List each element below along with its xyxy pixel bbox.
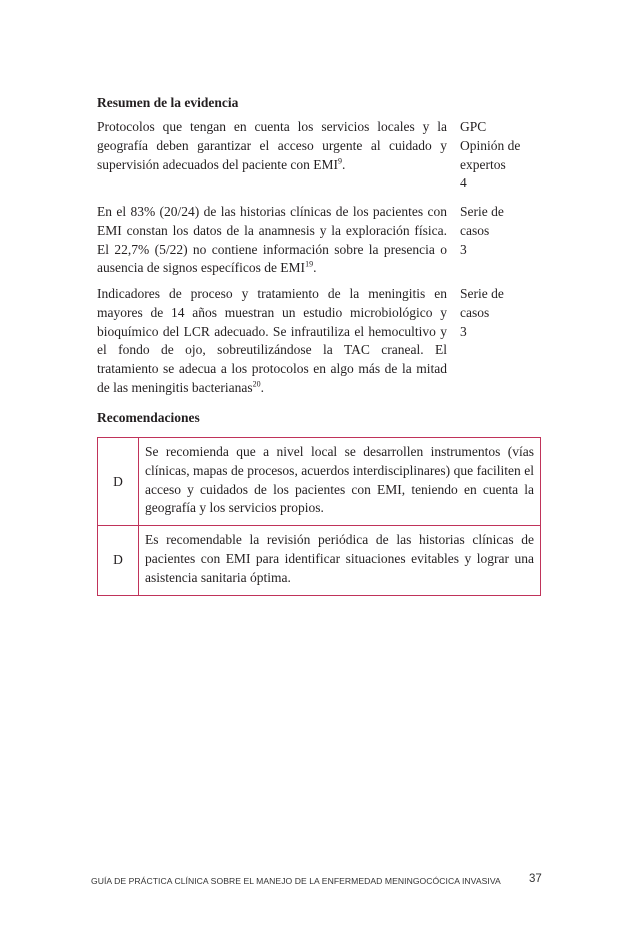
- evidence-summary-heading: Resumen de la evidencia: [97, 95, 239, 110]
- page-number: 37: [529, 873, 542, 885]
- recommendation-grade: D: [98, 526, 139, 595]
- recommendation-grade: D: [98, 438, 139, 526]
- recommendation-text: Es recomendable la revisión periódica de las historias clínicas de pacientes con EMI para identificar situaciones evitables y lograr una asistencia sanitaria óptima.: [139, 526, 541, 595]
- reference-marker: 9: [338, 156, 343, 166]
- evidence-text: Indicadores de proceso y tratamiento de la meningitis en mayores de 14 años muestran un estudio microbiológico y bioquímico del LCR adecuado. Se infrautiliza el hemocultivo y el fondo de ojo, sobreutilizándose la TAC craneal. El tratamiento se adecua a los protocolos en algo más de la mitad de las meningitis bacterianas$^{20}$.: [97, 286, 447, 395]
- recommendations-heading: Recomendaciones: [97, 410, 200, 425]
- evidence-level: GPC Opinión de expertos 4: [460, 119, 521, 191]
- reference-marker: 19: [305, 259, 314, 269]
- running-footer-title: GUÍA DE PRÁCTICA CLÍNICA SOBRE EL MANEJO DE LA ENFERMEDAD MENINGOCÓCICA INVASIVA: [91, 876, 501, 886]
- evidence-level: Serie de casos 3: [460, 286, 504, 339]
- reference-marker: 20: [252, 379, 261, 389]
- recommendations-table: [97, 437, 541, 596]
- recommendation-row: [98, 438, 541, 526]
- evidence-text: En el 83% (20/24) de las historias clínicas de los pacientes con EMI constan los datos de la anamnesis y la exploración física. El 22,7% (5/22) no contiene información sobre la presencia o ausencia de signos específicos de EMI$^{19}$.: [97, 204, 447, 276]
- evidence-level: Serie de casos 3: [460, 204, 504, 257]
- evidence-text: Protocolos que tengan en cuenta los servicios locales y la geografía deben garantizar el acceso urgente al cuidado y supervisión adecuados del paciente con EMI$^9$.: [97, 119, 447, 172]
- recommendation-text: Se recomienda que a nivel local se desarrollen instrumentos (vías clínicas, mapas de procesos, acuerdos interdisciplinares) que faciliten el acceso y cuidados de los pacientes con EMI, teniendo en cuenta la geografía y los servicios propios.: [139, 438, 541, 526]
- recommendation-row: [98, 526, 541, 595]
